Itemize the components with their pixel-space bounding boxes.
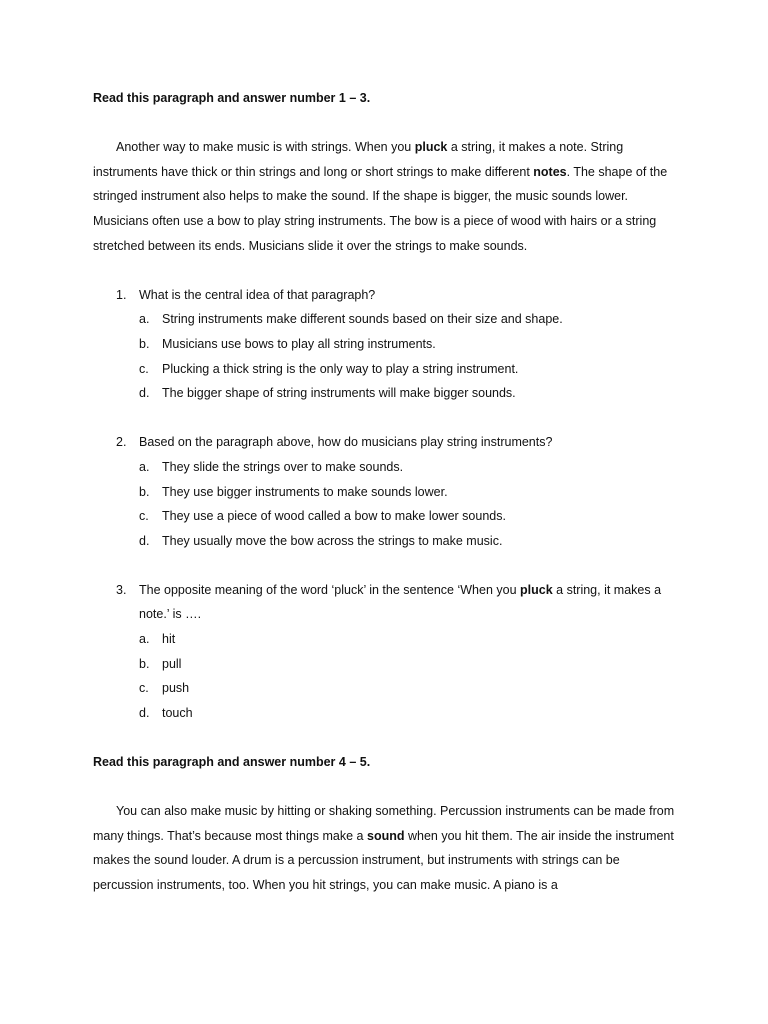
option-letter: a.: [139, 632, 150, 647]
option-letter: b.: [139, 484, 150, 499]
option-letter: b.: [139, 656, 150, 671]
paragraph-text: a string, it makes a note. String instruments have thick or thin strings and long or short strings to make different: [93, 140, 624, 179]
option-letter: d.: [139, 386, 150, 401]
answer-option: [93, 504, 678, 529]
answer-option: [93, 307, 678, 332]
paragraph-text: You can also make music by hitting or shaking something. Percussion instruments can be made from many things. That’s because most things make a: [93, 804, 675, 843]
paragraph-text: . The shape of the stringed instrument also helps to make the sound. If the shape is bigger, the music sounds lower. Musicians often use a bow to play string instruments. The bow is a piece of wood with hairs or a string stretched between its ends. Musicians slide it over the strings to make sounds.: [93, 164, 668, 253]
question-stem: [93, 283, 678, 308]
question-text: Based on the paragraph above, how do musicians play string instruments?: [139, 435, 553, 450]
option-text: push: [162, 681, 190, 696]
answer-option: [93, 332, 678, 357]
option-text: String instruments make different sounds based on their size and shape.: [162, 312, 563, 327]
question-3: [93, 578, 678, 726]
answer-option: [93, 676, 678, 701]
option-text: touch: [162, 705, 193, 720]
option-text: The bigger shape of string instruments will make bigger sounds.: [162, 386, 516, 401]
question-text-part: a string, it makes a note.’ is ….: [139, 582, 662, 622]
question-text: What is the central idea of that paragraph?: [139, 287, 376, 302]
answer-option: [93, 701, 678, 726]
option-letter: b.: [139, 336, 150, 351]
option-letter: c.: [139, 681, 149, 696]
question-text-part: The opposite meaning of the word ‘pluck’ in the sentence ‘When you: [139, 582, 521, 597]
option-letter: a.: [139, 459, 150, 474]
paragraph-text: Another way to make music is with strings. When you: [116, 140, 415, 155]
option-text: They use a piece of wood called a bow to make lower sounds.: [162, 509, 506, 524]
option-text: pull: [162, 656, 182, 671]
section-heading-2: Read this paragraph and answer number 4 – 5.: [93, 755, 371, 770]
reading-paragraph-1: [93, 135, 678, 258]
answer-option: [93, 529, 678, 554]
option-text: Musicians use bows to play all string instruments.: [162, 336, 436, 351]
option-text: They usually move the bow across the strings to make music.: [162, 533, 503, 548]
option-letter: c.: [139, 361, 149, 376]
answer-option: [93, 627, 678, 652]
bold-word-pluck: pluck: [414, 140, 448, 155]
question-stem: [93, 578, 678, 627]
bold-word-notes: notes: [533, 164, 567, 179]
option-letter: d.: [139, 533, 150, 548]
section-heading-1: Read this paragraph and answer number 1 – 3.: [93, 91, 371, 105]
question-number: 2.: [116, 435, 127, 450]
question-2: [93, 430, 678, 553]
option-letter: a.: [139, 312, 150, 327]
option-letter: d.: [139, 705, 150, 720]
answer-option: [93, 455, 678, 480]
option-text: hit: [162, 632, 176, 647]
option-text: They slide the strings over to make sounds.: [162, 459, 404, 474]
answer-option: [93, 652, 678, 677]
question-stem: [93, 430, 678, 455]
answer-option: [93, 480, 678, 505]
question-text: [139, 578, 678, 627]
bold-word-sound: sound: [367, 828, 405, 843]
option-text: They use bigger instruments to make sounds lower.: [162, 484, 448, 499]
answer-option: [93, 357, 678, 382]
reading-paragraph-2: [93, 799, 678, 897]
paragraph-text: when you hit them. The air inside the instrument makes the sound louder. A drum is a percussion instrument, but instruments with strings can be percussion instruments, too. When you hit strings, you can make music. A piano is a: [93, 828, 674, 892]
option-letter: c.: [139, 509, 149, 524]
bold-word-pluck: pluck: [520, 582, 553, 597]
question-1: [93, 283, 678, 406]
answer-option: [93, 381, 678, 406]
question-number: 3.: [116, 582, 127, 597]
question-number: 1.: [116, 287, 127, 302]
document-body: [93, 86, 678, 922]
option-text: Plucking a thick string is the only way to play a string instrument.: [162, 361, 519, 376]
